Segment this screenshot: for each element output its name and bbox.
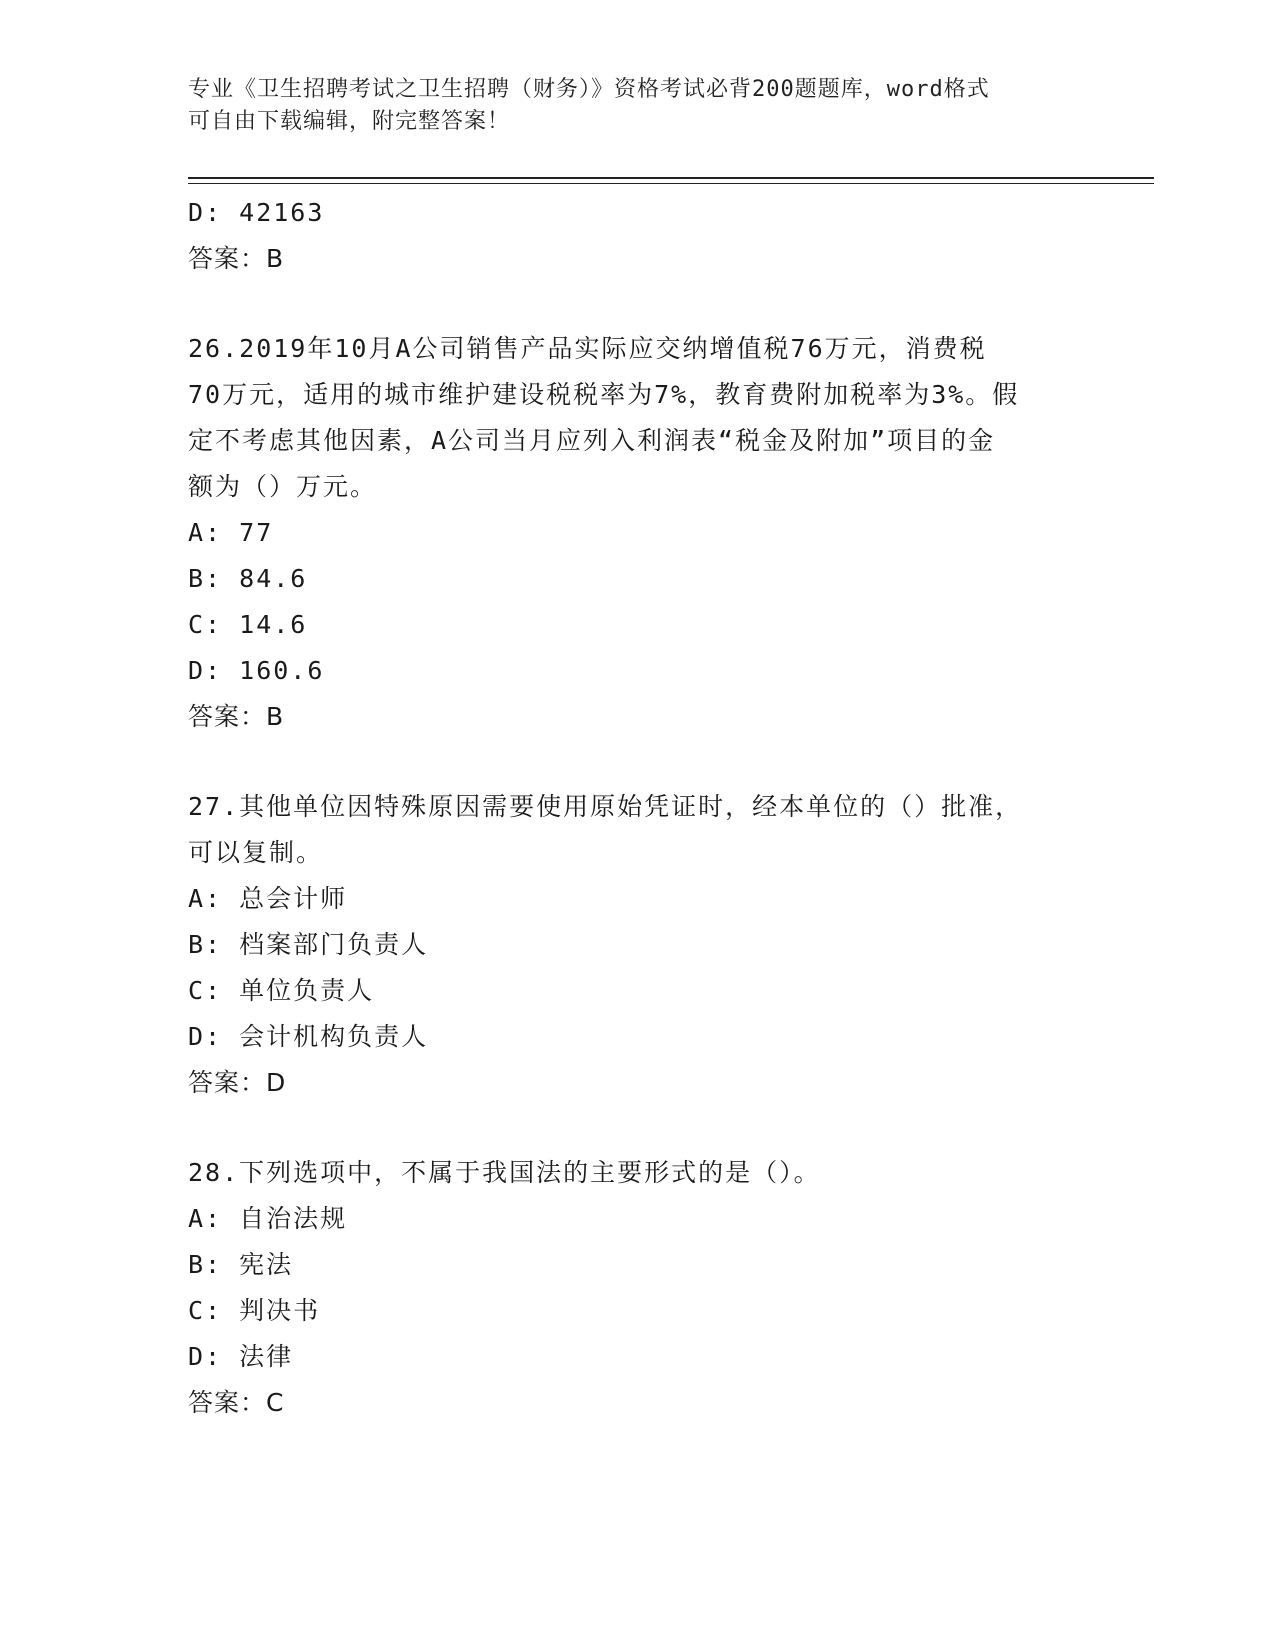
- option-c: C: 判决书: [188, 1296, 321, 1325]
- header-divider-thin: [188, 183, 1154, 184]
- option-d: D: 会计机构负责人: [188, 1022, 429, 1051]
- option-b: B: 宪法: [188, 1250, 294, 1279]
- spacer: [188, 282, 1088, 326]
- question-stem-line: 26.2019年10月A公司销售产品实际应交纳增值税76万元，消费税: [188, 334, 987, 363]
- option-b: B: 84.6: [188, 564, 308, 593]
- question-26: [188, 326, 1088, 740]
- question-stem-line: 27.其他单位因特殊原因需要使用原始凭证时，经本单位的（）批准，: [188, 792, 1023, 821]
- question-27: [188, 784, 1088, 1106]
- question-stem-line: 可以复制。: [188, 838, 324, 867]
- option-a: A: 自治法规: [188, 1204, 348, 1233]
- header-divider-thick: [188, 177, 1154, 179]
- option-c: C: 14.6: [188, 610, 308, 639]
- spacer: [188, 740, 1088, 784]
- document-content: [188, 190, 1088, 1426]
- question-25-tail: [188, 190, 1088, 282]
- option-b: B: 档案部门负责人: [188, 930, 429, 959]
- option-c: C: 单位负责人: [188, 976, 375, 1005]
- question-stem-line: 定不考虑其他因素，A公司当月应列入利润表“税金及附加”项目的金: [188, 426, 996, 455]
- question-stem-line: 70万元，适用的城市维护建设税税率为7%，教育费附加税率为3%。假: [188, 380, 1020, 409]
- option-a: A: 总会计师: [188, 884, 348, 913]
- page-header: [188, 74, 1068, 138]
- header-title-line-1: 专业《卫生招聘考试之卫生招聘（财务）》资格考试必背200题题库，word格式: [188, 77, 990, 102]
- question-stem-line: 额为（）万元。: [188, 472, 378, 501]
- answer-line: 答案：B: [188, 702, 285, 731]
- answer-line: 答案：C: [188, 1388, 285, 1417]
- answer-line: 答案：B: [188, 244, 285, 273]
- option-d: D: 42163: [188, 198, 325, 227]
- question-28: [188, 1150, 1088, 1426]
- option-a: A: 77: [188, 518, 274, 547]
- option-d: D: 160.6: [188, 656, 325, 685]
- header-title-line-2: 可自由下载编辑，附完整答案！: [188, 109, 511, 134]
- option-d: D: 法律: [188, 1342, 294, 1371]
- question-stem-line: 28.下列选项中，不属于我国法的主要形式的是（）。: [188, 1158, 821, 1187]
- answer-line: 答案：D: [188, 1068, 287, 1097]
- spacer: [188, 1106, 1088, 1150]
